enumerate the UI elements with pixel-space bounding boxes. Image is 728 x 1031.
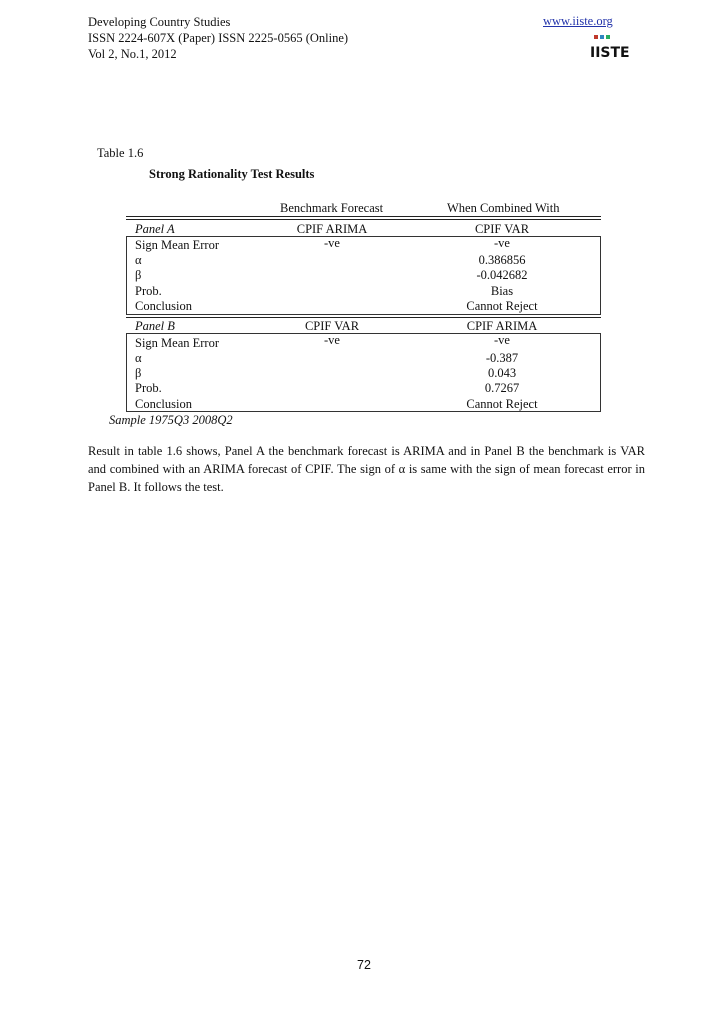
volume-line: Vol 2, No.1, 2012 <box>88 47 177 61</box>
table-cell: -ve <box>324 333 340 347</box>
table-row-label: Sign Mean Error <box>135 336 220 350</box>
table-cell: -0.387 <box>485 351 519 365</box>
table-cell: -ve <box>324 236 340 250</box>
table-cell: 0.7267 <box>484 381 520 395</box>
panel-b-benchmark: CPIF VAR <box>304 319 360 333</box>
body-paragraph: Result in table 1.6 shows, Panel A the benchmark forecast is ARIMA and in Panel B the benchmark is VAR and combined with an ARIMA forecast of CPIF. The sign of α is same with the sign of mean forecast error in Panel B. It follows the test. <box>88 444 645 494</box>
panel-a-combined: CPIF VAR <box>474 222 530 236</box>
panel-divider <box>126 317 601 318</box>
table-row-label: β <box>135 366 142 380</box>
panel-b-name: Panel B <box>135 319 175 333</box>
header-rule-1 <box>126 216 601 217</box>
col-header-combined: When Combined With <box>447 201 560 215</box>
table-cell: Bias <box>490 284 514 298</box>
table-row-label: Prob. <box>135 284 162 298</box>
table-row-label: Prob. <box>135 381 162 395</box>
table-cell: -ve <box>494 236 510 250</box>
table-row-label: β <box>135 268 142 282</box>
journal-header <box>88 14 348 62</box>
issn-line: ISSN 2224-607X (Paper) ISSN 2225-0565 (Online) <box>88 31 349 45</box>
table-title: Strong Rationality Test Results <box>149 167 315 181</box>
panel-a-benchmark: CPIF ARIMA <box>296 222 368 236</box>
table-row-label: Conclusion <box>135 299 192 313</box>
table-sample-note: Sample 1975Q3 2008Q2 <box>109 413 233 427</box>
journal-url-link[interactable]: www.iiste.org <box>543 14 613 28</box>
panel-a-name: Panel A <box>135 222 175 236</box>
table-cell: -ve <box>494 333 510 347</box>
journal-name: Developing Country Studies <box>88 15 231 29</box>
header-rule-2 <box>126 219 601 220</box>
table-label: Table 1.6 <box>97 146 144 160</box>
page-number: 72 <box>357 958 371 972</box>
table-cell: -0.042682 <box>476 268 528 282</box>
table-row-label: α <box>135 351 142 365</box>
table-cell: 0.043 <box>487 366 517 380</box>
table-cell: 0.386856 <box>478 253 526 267</box>
table-row-label: Sign Mean Error <box>135 238 220 252</box>
table-row-label: Conclusion <box>135 397 192 411</box>
panel-b-combined: CPIF ARIMA <box>466 319 538 333</box>
table-cell: Cannot Reject <box>466 397 538 411</box>
svg-text:IISTE: IISTE <box>590 45 630 61</box>
table-cell: Cannot Reject <box>466 299 538 313</box>
table-row-label: α <box>135 253 142 267</box>
col-header-benchmark: Benchmark Forecast <box>280 201 384 215</box>
iiste-logo-icon <box>588 34 630 61</box>
